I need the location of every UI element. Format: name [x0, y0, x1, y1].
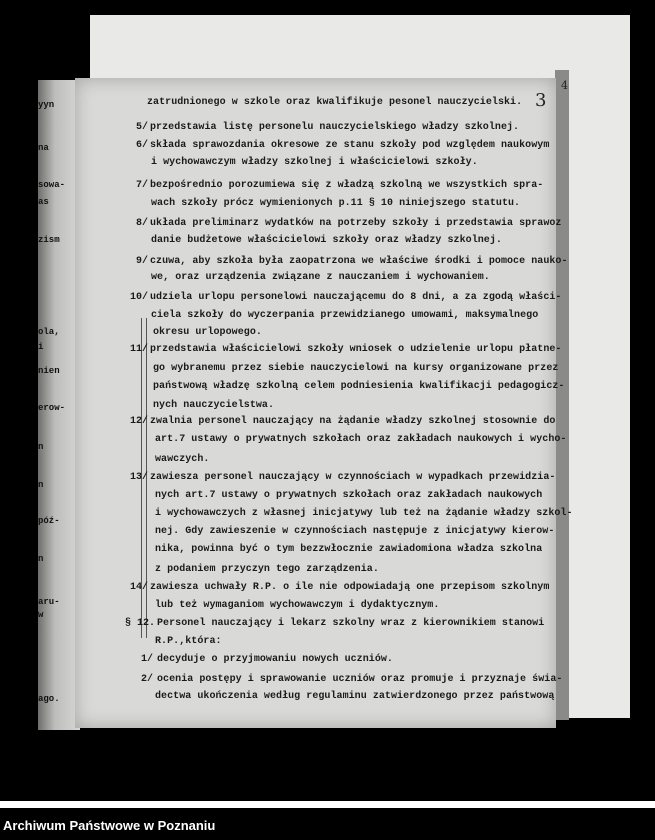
item-number: 6/	[135, 140, 148, 151]
text-line: zatrudnionego w szkole oraz kwalifikuje pesonel nauczycielski.	[147, 97, 523, 108]
item-number: 8/	[135, 218, 148, 229]
text-line: składa sprawozdania okresowe ze stanu szkoły pod względem naukowym	[150, 140, 550, 151]
strip-text-fragment: ola,	[38, 327, 60, 337]
text-line: wawczych.	[155, 454, 210, 465]
text-line: zawiesza uchwały R.P. o ile nie odpowiadają one przepisom szkolnym	[150, 582, 550, 593]
text-line: przedstawia właścicielowi szkoły wniosek o udzielenie urlopu płatne-	[150, 344, 562, 355]
text-line: okresu urlopowego.	[153, 327, 262, 338]
item-number: 7/	[135, 180, 148, 191]
text-line: wach szkoły prócz wymienionych p.11 § 10 niniejszego statutu.	[151, 198, 521, 209]
strip-text-fragment: aru-	[38, 597, 60, 607]
text-line: nych nauczycielstwa.	[153, 400, 275, 411]
strip-text-fragment: na	[38, 143, 49, 153]
text-line: nej. Gdy zawieszenie w czynnościach następuje z inicjatywy kierow-	[155, 526, 555, 537]
sheet-edge	[555, 70, 569, 720]
strip-text-fragment: n	[38, 442, 44, 452]
text-line: układa preliminarz wydatków na potrzeby szkoły i przedstawia sprawoz	[150, 218, 562, 229]
strip-text-fragment: ago.	[38, 694, 60, 704]
text-line: z podaniem przyczyn tego zarządzenia.	[155, 564, 379, 575]
archive-name: Archiwum Państwowe w Poznaniu	[3, 818, 216, 833]
item-number: 2/	[140, 674, 153, 685]
text-line: ocenia postępy i sprawowanie uczniów oraz promuje i przyznaje świa-	[157, 674, 563, 685]
text-line: lub też wymaganiom wychowawczym i dydaktycznym.	[155, 600, 440, 611]
text-line: i wychowawczym władzy szkolnej i właścicielowi szkoły.	[151, 157, 478, 168]
strip-text-fragment: w	[38, 610, 44, 620]
strip-text-fragment: n	[38, 480, 44, 490]
text-line: nika, powinna być o tym bezzwłocznie zawiadomiona władza szkolna	[155, 544, 543, 555]
strip-text-fragment: i	[38, 342, 44, 352]
strip-text-fragment: as	[38, 197, 49, 207]
item-number: 5/	[135, 122, 148, 133]
strip-text-fragment: yyn	[38, 100, 55, 110]
left-page-strip	[38, 80, 80, 730]
item-number: § 12.	[124, 618, 155, 629]
footer-divider	[0, 801, 655, 808]
text-line: zawiesza personel nauczający w czynnościach w wypadkach przewidzia-	[150, 472, 556, 483]
item-number: 13/	[129, 472, 148, 483]
item-number: 11/	[129, 344, 148, 355]
text-line: zwalnia personel nauczający na żądanie władzy szkolnej stosownie do	[150, 416, 556, 427]
text-line: decyduje o przyjmowaniu nowych uczniów.	[157, 654, 393, 665]
item-number: 14/	[129, 582, 148, 593]
strip-text-fragment: póź-	[38, 516, 60, 526]
text-line: dectwa ukończenia według regulaminu zatwierdzonego przez państwową	[155, 691, 555, 702]
text-line: przedstawia listę personelu nauczycielskiego władzy szkolnej.	[150, 122, 520, 133]
text-line: bezpośrednio porozumiewa się z władzą szkolną we wszystkich spra-	[150, 180, 544, 191]
text-line: Personel nauczający i lekarz szkolny wraz z kierownikiem stanowi	[157, 618, 545, 629]
text-line: danie budżetowe właścicielowi szkoły oraz władzy szkolnej.	[151, 235, 502, 246]
text-line: udziela urlopu personelowi nauczającemu do 8 dni, a za zgodą właści-	[150, 292, 562, 303]
strip-text-fragment: sowa-	[38, 180, 66, 190]
item-number: 1/	[140, 654, 153, 665]
strip-text-fragment: nien	[38, 366, 60, 376]
strip-text-fragment: zism	[38, 235, 60, 245]
text-line: R.P.,która:	[155, 636, 222, 647]
strip-text-fragment: n	[38, 554, 44, 564]
handwritten-page-number-secondary: 4	[561, 79, 568, 92]
item-number: 9/	[135, 256, 148, 267]
text-line: we, oraz urządzenia związane z nauczaniem i wychowaniem.	[151, 272, 490, 283]
text-line: państwową władzę szkolną celem podniesienia kwalifikacji pedagogicz-	[153, 381, 565, 392]
text-line: i wychowawczych z własnej inicjatywy lub też na żądanie władzy szkol-	[155, 508, 573, 519]
handwritten-page-number: 3	[535, 90, 547, 111]
text-line: art.7 ustawy o prywatnych szkołach oraz zakładach naukowych i wycho-	[155, 434, 567, 445]
text-line: czuwa, aby szkoła była zaopatrzona we właściwe środki i pomoce nauko-	[150, 256, 568, 267]
document-page	[75, 78, 573, 728]
text-line: nych art.7 ustawy o prywatnych szkołach oraz zakładach naukowych	[155, 490, 543, 501]
strip-text-fragment: erow-	[38, 403, 66, 413]
item-number: 12/	[129, 416, 148, 427]
text-line: go wybranemu przez siebie nauczycielowi na kursy organizowane przez	[153, 363, 559, 374]
text-line: ciela szkoły do wyczerpania przewidzianego umowami, maksymalnego	[151, 310, 539, 321]
item-number: 10/	[129, 292, 148, 303]
